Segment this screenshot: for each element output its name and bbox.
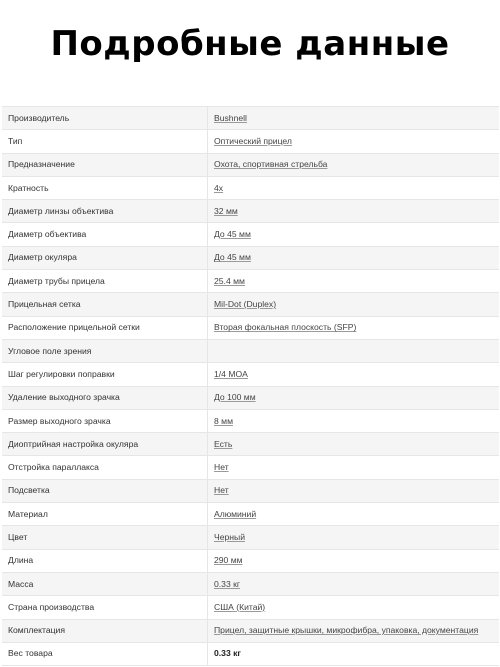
spec-row xyxy=(2,596,499,619)
spec-value-text: 0.33 кг xyxy=(214,648,241,659)
spec-value-link[interactable]: Прицел, защитные крышки, микрофибра, упаковка, документация xyxy=(214,625,479,636)
spec-value-cell xyxy=(208,503,500,526)
spec-row xyxy=(2,200,499,223)
spec-value-link[interactable]: Mil-Dot (Duplex) xyxy=(214,299,277,310)
spec-value-cell xyxy=(208,339,500,362)
spec-label: Масса xyxy=(2,572,208,595)
spec-value-link[interactable]: 25.4 мм xyxy=(214,275,245,286)
spec-value-cell xyxy=(208,409,500,432)
spec-label: Диаметр окуляра xyxy=(2,246,208,269)
spec-value-cell xyxy=(208,246,500,269)
spec-value-link[interactable]: Оптический прицел xyxy=(214,135,292,146)
spec-value-link[interactable]: Нет xyxy=(214,485,229,496)
spec-value-cell xyxy=(208,153,500,176)
spec-value-cell xyxy=(208,176,500,199)
spec-row xyxy=(2,246,499,269)
spec-value-link[interactable]: До 45 мм xyxy=(214,229,251,240)
spec-row xyxy=(2,293,499,316)
spec-value-link[interactable]: Bushnell xyxy=(214,112,247,123)
spec-row xyxy=(2,526,499,549)
spec-label: Кратность xyxy=(2,176,208,199)
spec-value-link[interactable]: 8 мм xyxy=(214,415,233,426)
spec-label: Размер выходного зрачка xyxy=(2,409,208,432)
spec-row xyxy=(2,456,499,479)
spec-row xyxy=(2,107,499,130)
spec-label: Производитель xyxy=(2,107,208,130)
spec-value-link[interactable]: Черный xyxy=(214,531,246,542)
spec-label: Прицельная сетка xyxy=(2,293,208,316)
spec-value-cell xyxy=(208,316,500,339)
spec-value-link[interactable]: 32 мм xyxy=(214,205,238,216)
spec-label: Материал xyxy=(2,503,208,526)
spec-value-link[interactable]: 4x xyxy=(214,182,224,193)
spec-value-cell xyxy=(208,200,500,223)
spec-value-link[interactable]: Нет xyxy=(214,462,229,473)
spec-row xyxy=(2,176,499,199)
spec-value-link[interactable]: США (Китай) xyxy=(214,601,266,612)
spec-value-link[interactable]: Есть xyxy=(214,438,233,449)
spec-label: Шаг регулировки поправки xyxy=(2,363,208,386)
spec-label: Расположение прицельной сетки xyxy=(2,316,208,339)
spec-value-cell xyxy=(208,572,500,595)
specs-table xyxy=(2,106,499,666)
spec-label: Подсветка xyxy=(2,479,208,502)
spec-value-link[interactable]: Алюминий xyxy=(214,508,257,519)
spec-value-cell xyxy=(208,619,500,642)
spec-label: Предназначение xyxy=(2,153,208,176)
spec-value-cell xyxy=(208,223,500,246)
spec-value-cell xyxy=(208,107,500,130)
spec-label: Страна производства xyxy=(2,596,208,619)
spec-value-link[interactable]: До 100 мм xyxy=(214,392,256,403)
spec-value-cell xyxy=(208,293,500,316)
spec-row xyxy=(2,223,499,246)
spec-row xyxy=(2,549,499,572)
spec-row xyxy=(2,130,499,153)
specs-table-body xyxy=(2,107,499,666)
spec-value-link[interactable]: Охота, спортивная стрельба xyxy=(214,159,328,170)
spec-label: Диаметр объектива xyxy=(2,223,208,246)
spec-value-cell xyxy=(208,549,500,572)
spec-value-cell xyxy=(208,479,500,502)
spec-label: Тип xyxy=(2,130,208,153)
spec-label: Диаметр линзы объектива xyxy=(2,200,208,223)
spec-row xyxy=(2,572,499,595)
spec-label: Угловое поле зрения xyxy=(2,339,208,362)
spec-value-link[interactable]: Вторая фокальная плоскость (SFP) xyxy=(214,322,357,333)
spec-row xyxy=(2,316,499,339)
spec-label: Вес товара xyxy=(2,642,208,665)
spec-row xyxy=(2,503,499,526)
spec-row xyxy=(2,363,499,386)
spec-value-cell xyxy=(208,526,500,549)
spec-value-link[interactable]: До 45 мм xyxy=(214,252,251,263)
spec-label: Отстройка параллакса xyxy=(2,456,208,479)
spec-row xyxy=(2,409,499,432)
spec-value-cell xyxy=(208,596,500,619)
spec-value-link[interactable]: 290 мм xyxy=(214,555,243,566)
spec-value-cell xyxy=(208,363,500,386)
spec-row xyxy=(2,339,499,362)
spec-row xyxy=(2,619,499,642)
spec-label: Комплектация xyxy=(2,619,208,642)
page-title: Подробные данные xyxy=(50,24,450,64)
spec-label: Длина xyxy=(2,549,208,572)
spec-row xyxy=(2,479,499,502)
spec-value-cell xyxy=(208,130,500,153)
spec-value-cell xyxy=(208,386,500,409)
spec-value-cell xyxy=(208,433,500,456)
spec-row xyxy=(2,270,499,293)
spec-label: Диоптрийная настройка окуляра xyxy=(2,433,208,456)
spec-label: Удаление выходного зрачка xyxy=(2,386,208,409)
spec-value-cell xyxy=(208,270,500,293)
spec-label: Цвет xyxy=(2,526,208,549)
spec-row xyxy=(2,386,499,409)
spec-value-cell xyxy=(208,456,500,479)
spec-label: Диаметр трубы прицела xyxy=(2,270,208,293)
spec-value-link[interactable]: 1/4 MOA xyxy=(214,368,248,379)
spec-row xyxy=(2,642,499,665)
spec-value-cell xyxy=(208,642,500,665)
spec-row xyxy=(2,153,499,176)
spec-row xyxy=(2,433,499,456)
spec-value-link[interactable]: 0.33 кг xyxy=(214,578,241,589)
